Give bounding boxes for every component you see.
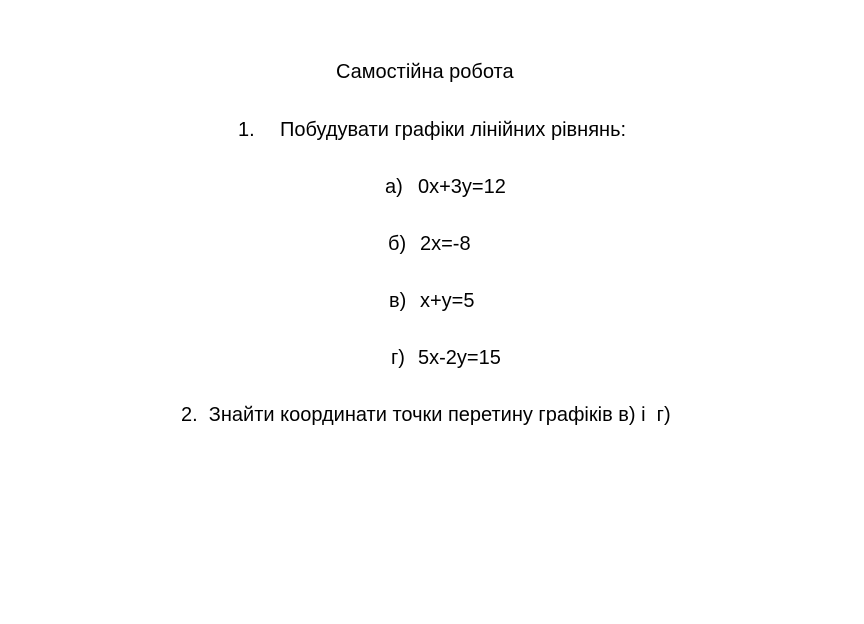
equation-c: х+у=5 xyxy=(420,290,475,312)
worksheet-title: Самостійна робота xyxy=(336,61,514,83)
equation-a: 0х+3у=12 xyxy=(418,176,506,198)
task1-instruction: Побудувати графіки лінійних рівнянь: xyxy=(280,119,627,141)
task2-instruction: 2. Знайти координати точки перетину графіків в) і г) xyxy=(181,404,671,426)
equation-b-label: б) xyxy=(388,233,407,255)
equation-d: 5х-2у=15 xyxy=(418,347,501,369)
equation-b: 2х=-8 xyxy=(420,233,471,255)
equation-c-label: в) xyxy=(389,290,407,312)
equation-a-label: а) xyxy=(385,176,403,198)
task1-number: 1. xyxy=(238,119,255,141)
equation-d-label: г) xyxy=(391,347,405,369)
